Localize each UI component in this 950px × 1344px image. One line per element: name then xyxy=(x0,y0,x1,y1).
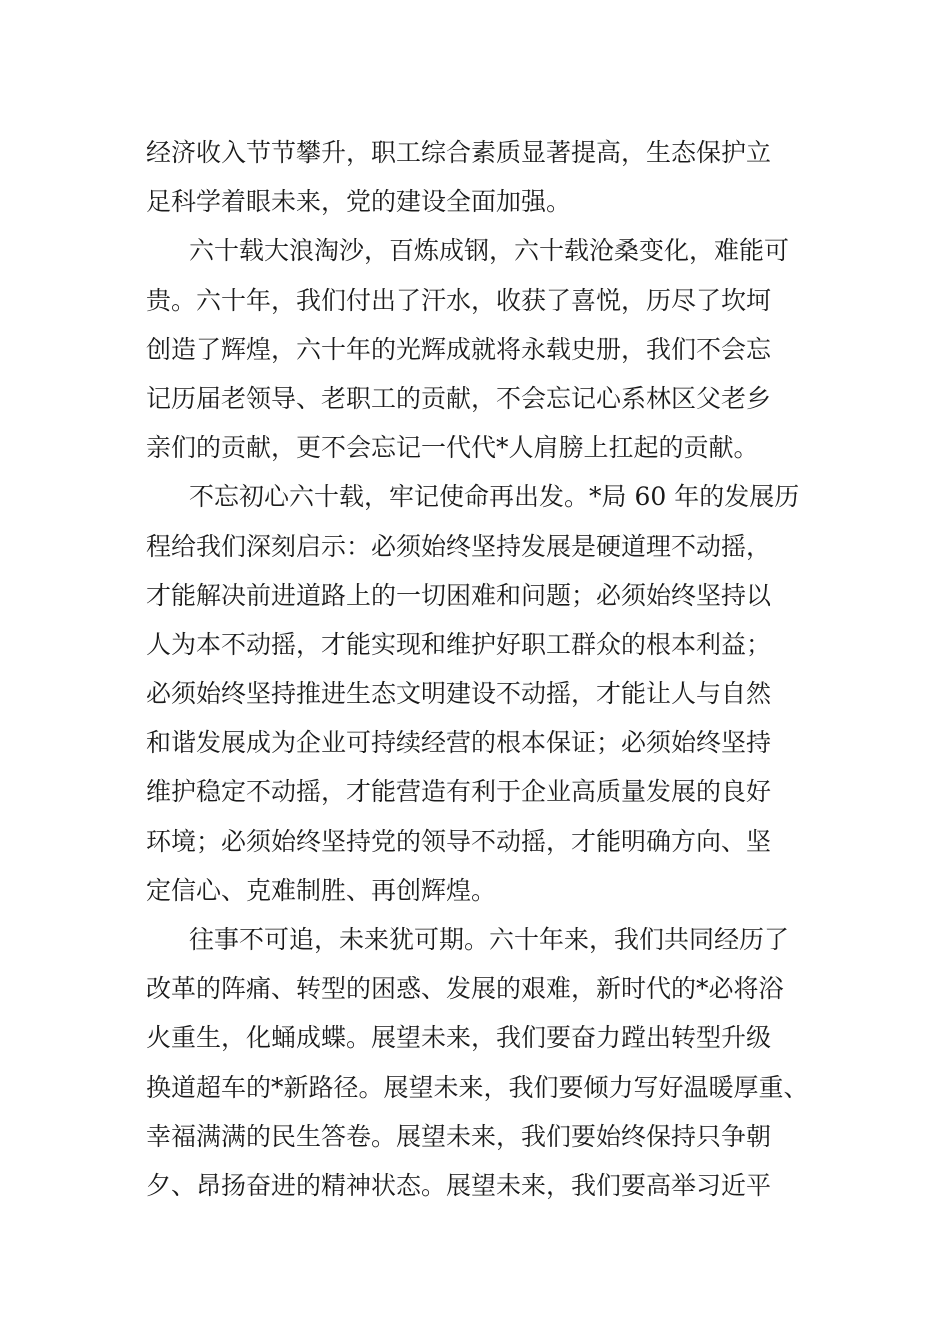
paragraph-start-line: 不忘初心六十载，牢记使命再出发。*局 60 年的发展历 xyxy=(189,482,800,512)
document-body xyxy=(146,128,811,1210)
text-line: 改革的阵痛、转型的困惑、发展的艰难，新时代的*必将浴 xyxy=(146,974,784,1004)
text-line: 幸福满满的民生答卷。展望未来，我们要始终保持只争朝 xyxy=(146,1121,772,1151)
text-line: 必须始终坚持推进生态文明建设不动摇，才能让人与自然 xyxy=(146,679,772,709)
text-line: 贵。六十年，我们付出了汗水，收获了喜悦，历尽了坎坷 xyxy=(146,285,772,315)
paragraph-start-line: 往事不可追，未来犹可期。六十年来，我们共同经历了 xyxy=(189,925,790,954)
text-line: 才能解决前进道路上的一切困难和问题；必须始终坚持以 xyxy=(146,580,772,610)
paragraph-start-line: 六十载大浪淘沙，百炼成钢，六十载沧桑变化，难能可 xyxy=(189,236,790,266)
text-line: 记历届老领导、老职工的贡献，不会忘记心系林区父老乡 xyxy=(146,383,772,413)
text-line: 人为本不动摇，才能实现和维护好职工群众的根本利益； xyxy=(146,629,772,659)
text-line: 经济收入节节攀升，职工综合素质显著提高，生态保护立 xyxy=(146,138,772,167)
text-line: 足科学着眼未来，党的建设全面加强。 xyxy=(146,187,572,217)
text-line: 创造了辉煌，六十年的光辉成就将永载史册，我们不会忘 xyxy=(146,334,772,364)
text-line: 火重生，化蛹成蝶。展望未来，我们要奋力蹚出转型升级 xyxy=(146,1023,772,1053)
text-line: 环境；必须始终坚持党的领导不动摇，才能明确方向、坚 xyxy=(146,826,772,856)
text-line: 程给我们深刻启示：必须始终坚持发展是硬道理不动摇， xyxy=(146,531,772,561)
text-line: 定信心、克难制胜、再创辉煌。 xyxy=(146,875,497,905)
text-line: 亲们的贡献，更不会忘记一代代*人肩膀上扛起的贡献。 xyxy=(146,433,759,463)
text-line: 夕、昂扬奋进的精神状态。展望未来，我们要高举习近平 xyxy=(146,1170,772,1200)
text-line: 换道超车的*新路径。展望未来，我们要倾力写好温暖厚重、 xyxy=(146,1072,809,1102)
text-line: 和谐发展成为企业可持续经营的根本保证；必须始终坚持 xyxy=(146,728,772,758)
text-line: 维护稳定不动摇，才能营造有利于企业高质量发展的良好 xyxy=(146,777,772,807)
